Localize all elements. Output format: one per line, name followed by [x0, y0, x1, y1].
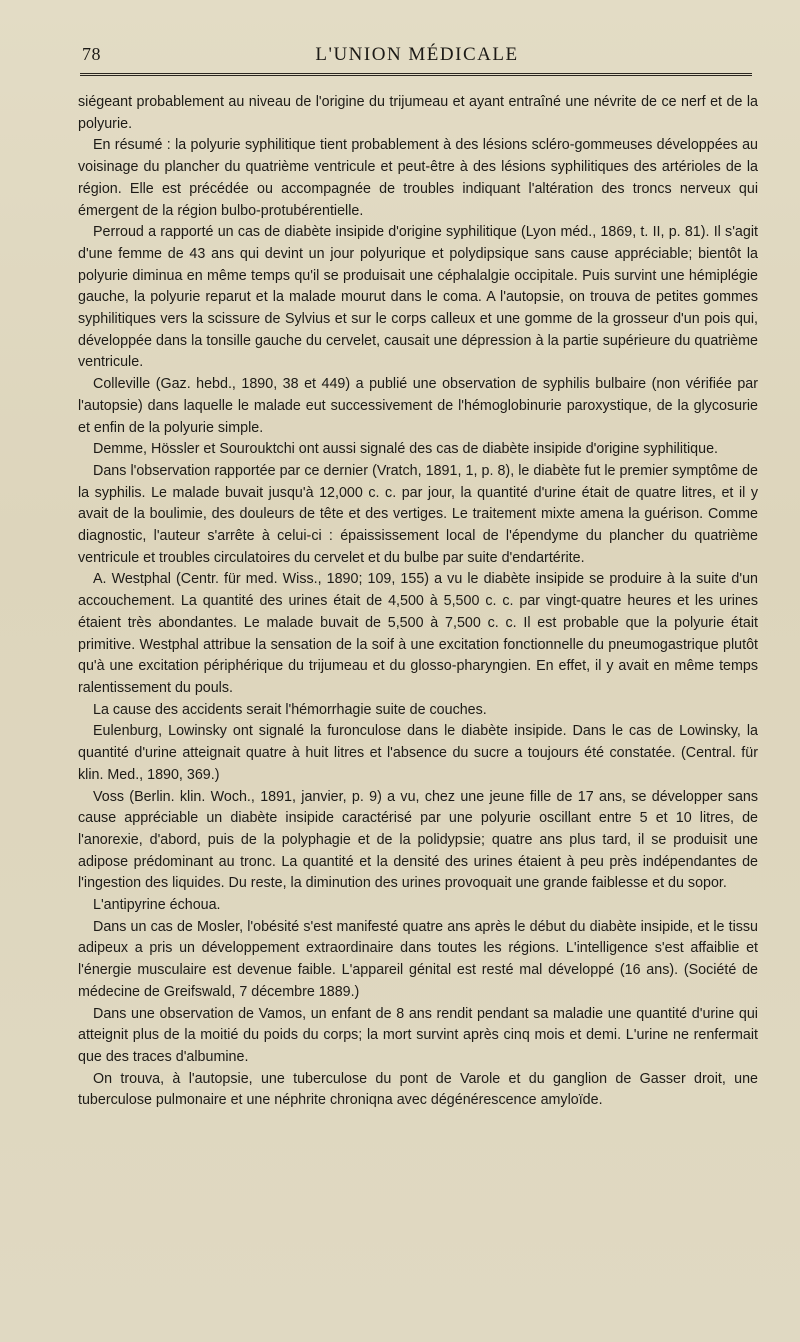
- body-text: [78, 92, 758, 1112]
- running-title: L'UNION MÉDICALE: [315, 44, 519, 65]
- paragraph: Voss (Berlin. klin. Woch., 1891, janvier, p. 9) a vu, chez une jeune fille de 17 ans, se développer sans cause appréciable un diabète insipide caractérisé par une polyurie oscillant entre 5 et 10 litres, de l'anorexie, d'abord, puis de la polyphagie et de la polidypsie; quatre ans plus tard, il se produisit une adipose prédominant au tronc. La quantité et la densité des urines étaient à peu près indépendantes de l'ingestion des liquides. Du reste, la diminution des urines provoquait une grande faiblesse et du sopor.: [78, 788, 758, 892]
- paragraph: Dans l'observation rapportée par ce dernier (Vratch, 1891, 1, p. 8), le diabète fut le premier symptôme de la syphilis. Le malade buvait jusqu'à 12,000 c. c. par jour, la quantité d'urine était de quatre litres, et il y avait de la boulimie, des douleurs de tête et des vertiges. Le traitement mixte amena la guérison. Comme diagnostic, l'auteur s'arrête à celui-ci : épaississement local de l'épendyme du plancher du quatrième ventricule et troubles circulatoires du cervelet et du bulbe par suite d'endartérite.: [78, 462, 758, 566]
- paragraph: Demme, Hössler et Sourouktchi ont aussi signalé des cas de diabète insipide d'origine syphilitique.: [93, 441, 718, 458]
- paragraph: Colleville (Gaz. hebd., 1890, 38 et 449) a publié une observation de syphilis bulbaire (non vérifiée par l'autopsie) dans laquelle le malade eut successivement de l'hémoglobinurie paroxystique, de la glycosurie et enfin de la polyurie simple.: [78, 376, 758, 436]
- paragraph: siégeant probablement au niveau de l'origine du trijumeau et ayant entraîné une névrite de ce nerf et de la polyurie.: [78, 94, 758, 132]
- paragraph: La cause des accidents serait l'hémorrhagie suite de couches.: [93, 701, 487, 718]
- paragraph: Eulenburg, Lowinsky ont signalé la furonculose dans le diabète insipide. Dans le cas de Lowinsky, la quantité d'urine atteignait quatre à huit litres et l'absence du sucre a toujours été constatée. (Central. für klin. Med., 1890, 369.): [78, 723, 758, 783]
- paragraph: Perroud a rapporté un cas de diabète insipide d'origine syphilitique (Lyon méd., 1869, t. II, p. 81). Il s'agit d'une femme de 43 ans qui devint un jour polyurique et polydipsique sans cause appréciable; bientôt la polyurie diminua en même temps qu'il se produisait une céphalalgie occipitale. Puis survint une hémiplégie gauche, la polyurie reparut et la malade mourut dans le coma. A l'autopsie, on trouva de petites gommes syphilitiques vers la scissure de Sylvius et sur le corps calleux et une gomme de la grosseur d'un pois qui, développée dans la tonsille gauche du cervelet, causait une dépression à la partie supérieure du quatrième ventricule.: [78, 224, 758, 371]
- header-rule: [80, 73, 752, 76]
- paragraph: On trouva, à l'autopsie, une tuberculose du pont de Varole et du ganglion de Gasser droit, une tuberculose pulmonaire et une néphrite chroniqna avec dégénérescence amyloïde.: [78, 1070, 758, 1109]
- page-header: [82, 44, 752, 70]
- paragraph: Dans un cas de Mosler, l'obésité s'est manifesté quatre ans après le début du diabète insipide, et le tissu adipeux a pris un développement extraordinaire dans toutes les régions. L'intelligence s'est affaiblie et l'énergie musculaire est devenue faible. L'appareil génital est resté mal développé (16 ans). (Société de médecine de Greifswald, 7 décembre 1889.): [78, 918, 758, 1000]
- paragraph: A. Westphal (Centr. für med. Wiss., 1890; 109, 155) a vu le diabète insipide se produire à la suite d'un accouchement. La quantité des urines était de 4,500 à 5,500 c. c. par vingt-quatre heures et les urines étaient très abondantes. Le malade buvait de 5,500 à 7,500 c. c. Il est probable que la polyurie était primitive. Westphal attribue la sensation de la soif à une excitation fonctionnelle du pneumogastrique plutôt qu'à une excitation périphérique du trijumeau et du glosso-pharyngien. En effet, il y avait en même temps ralentissement du pouls.: [78, 571, 758, 696]
- paragraph: Dans une observation de Vamos, un enfant de 8 ans rendit pendant sa maladie une quantité d'urine qui atteignit plus de la moitié du poids du corps; la mort survint après cinq mois et demi. L'urine ne renfermait que des traces d'albumine.: [78, 1005, 758, 1065]
- page-number: 78: [82, 44, 101, 64]
- paragraph: En résumé : la polyurie syphilitique tient probablement à des lésions scléro-gommeuses développées au voisinage du plancher du quatrième ventricule et peut-être à des lésions syphilitiques des artérioles de la région. Elle est précédée ou accompagnée de troubles indiquant l'altération des troncs nerveux qui émergent de la région bulbo-protubérentielle.: [78, 137, 758, 219]
- paragraph: L'antipyrine échoua.: [93, 897, 221, 914]
